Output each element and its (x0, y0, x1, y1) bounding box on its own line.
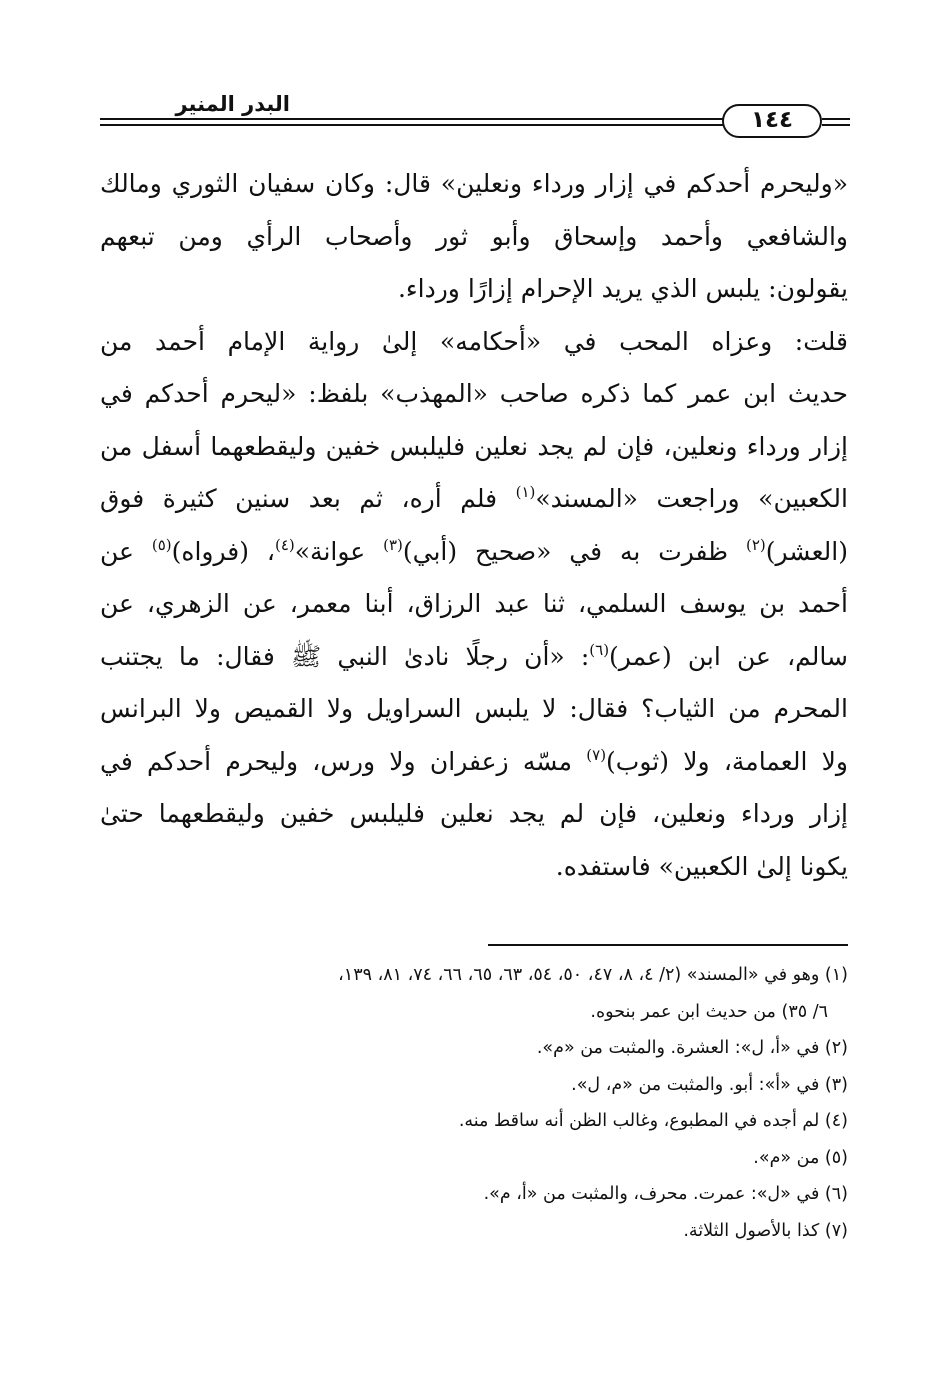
text-segment: عوانة» (294, 536, 384, 566)
text-segment: ، (فرواه) (171, 536, 275, 566)
text-segment: فلم أره، ثم بعد سنين كثيرة فوق (100, 484, 516, 513)
running-title: البدر المنير (175, 92, 290, 116)
footnote-1: (١) وهو في «المسند» (٢/ ٤، ٨، ٤٧، ٥٠، ٥٤، ٦٣، ٦٥، ٦٦، ٧٤، ٨١، ١٣٩، (338, 965, 848, 985)
page-number: ١٤٤ (722, 104, 822, 138)
text-segment: عن (100, 536, 152, 566)
footnote-2: (٢) في «أ، ل»: العشرة. والمثبت من «م». (536, 1038, 848, 1058)
text-line: أحمد بن يوسف السلمي، ثنا عبد الرزاق، أبنا معمر، عن الزهري، عن (100, 589, 848, 618)
footnote-7: (٧) كذا بالأصول الثلاثة. (683, 1220, 848, 1241)
text-line (100, 473, 848, 526)
footnote-ref: (٧) (586, 745, 607, 764)
text-line: يكونا إلىٰ الكعبين» فاستفده. (555, 851, 848, 881)
text-line: والشافعي وأحمد وإسحاق وأبو ثور وأصحاب الرأي ومن تبعهم (100, 221, 848, 251)
text-line: حديث ابن عمر كما ذكره صاحب «المهذب» بلفظ: «ليحرم أحدكم في (100, 379, 848, 408)
footnotes (100, 957, 848, 1249)
footnote-ref: (٥) (151, 535, 172, 554)
text-segment: ولا العمامة، ولا (ثوب) (606, 746, 848, 776)
text-line: «وليحرم أحدكم في إزار ورداء ونعلين» قال: وكان سفيان الثوري ومالك (100, 169, 848, 198)
text-line (100, 631, 848, 684)
footnote-5: (٥) من «م». (753, 1147, 848, 1168)
footnote-ref: (٣) (383, 535, 403, 554)
text-line (100, 736, 848, 789)
page-header (100, 88, 850, 148)
footnote-4: (٤) لم أجده في المطبوع، وغالب الظن أنه ساقط منه. (458, 1111, 848, 1131)
text-segment: الكعبين» وراجعت «المسند» (535, 484, 848, 513)
footnote-ref: (٤) (274, 535, 295, 554)
text-line (100, 526, 848, 579)
footnote-6: (٦) في «ل»: عمرت. محرف، والمثبت من «أ، م». (483, 1184, 848, 1204)
footnote-3: (٣) في «أ»: أبو. والمثبت من «م، ل». (571, 1074, 848, 1095)
footnote-ref: (٦) (589, 640, 610, 659)
text-segment: مسّه زعفران ولا ورس، وليحرم أحدكم في (100, 746, 587, 776)
text-line: إزار ورداء ونعلين، فإن لم يجد نعلين فليلبس خفين وليقطعهما حتىٰ (100, 799, 848, 828)
text-line: قلت: وعزاه المحب في «أحكامه» إلىٰ رواية الإمام أحمد من (100, 326, 848, 356)
text-segment: : «أن رجلًا نادىٰ النبي ﷺ فقال: ما يجتنب (100, 641, 590, 671)
body-text (100, 158, 848, 893)
header-rule (822, 124, 850, 126)
header-rule (100, 118, 725, 120)
header-rule (100, 124, 725, 126)
footnote-ref: (٢) (745, 535, 766, 554)
text-line: إزار ورداء ونعلين، فإن لم يجد نعلين فليلبس خفين وليقطعهما أسفل من (100, 431, 848, 461)
text-segment: سالم، عن ابن (عمر) (609, 641, 848, 671)
text-segment: ظفرت به في «صحيح (أبي) (402, 536, 746, 566)
header-rule (822, 118, 850, 120)
text-line: يقولون: يلبس الذي يريد الإحرام إزارًا ورداء. (397, 274, 848, 303)
text-line: المحرم من الثياب؟ فقال: لا يلبس السراويل ولا القميص ولا البرانس (100, 694, 848, 723)
text-segment: (العشر) (765, 536, 848, 566)
footnote-1-continuation: ٦/ ٣٥) من حديث ابن عمر بنحوه. (590, 1001, 828, 1022)
footnote-ref: (١) (515, 483, 536, 501)
footnote-separator (488, 944, 848, 946)
